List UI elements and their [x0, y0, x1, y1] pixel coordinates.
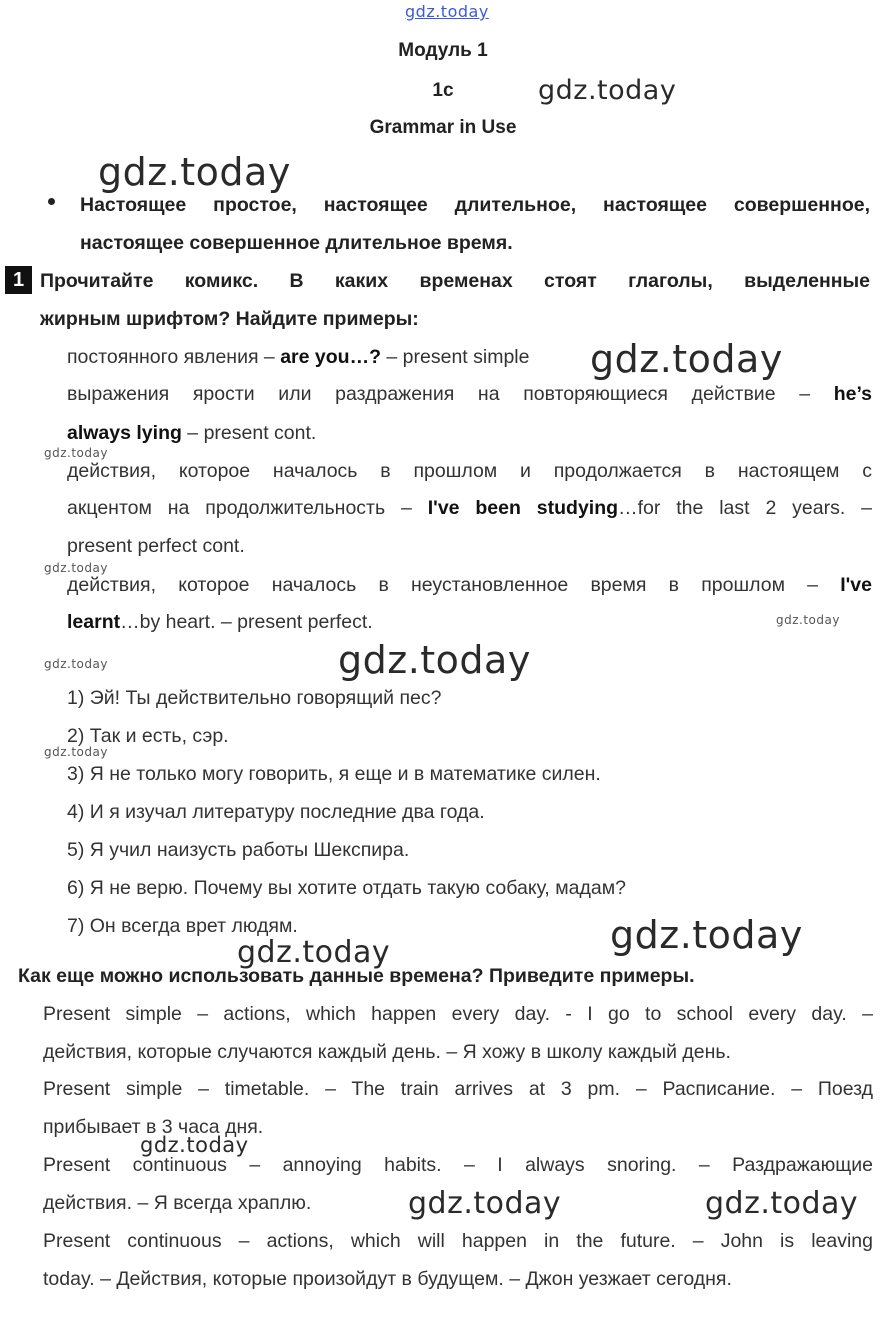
task-number-badge: 1	[5, 266, 32, 294]
watermark-4: gdz.today	[44, 561, 108, 575]
example-1: постоянного явления – are you…? – present simple	[67, 346, 530, 368]
section-title: Grammar in Use	[369, 117, 517, 138]
answer-4-line-1: Present continuous – actions, which will happen in the future. – John is leaving	[43, 1230, 873, 1252]
watermark-10: gdz.today	[237, 935, 391, 970]
watermark-9: gdz.today	[610, 913, 803, 957]
translation-line: 7) Он всегда врет людям.	[67, 915, 298, 937]
watermark-13: gdz.today	[705, 1186, 859, 1221]
watermark-12: gdz.today	[408, 1186, 562, 1221]
answer-2-line-1: Present simple – timetable. – The train arrives at 3 pm. – Расписание. – Поезд	[43, 1078, 873, 1100]
module-title: Модуль 1	[398, 40, 488, 61]
example-3-line-2: акцентом на продолжительность – I've been studying…for the last 2 years. –	[67, 497, 873, 519]
watermark-1: gdz.today	[98, 150, 291, 194]
lesson-number: 1c	[432, 80, 454, 101]
watermark-8: gdz.today	[44, 745, 108, 759]
answer-3-line-2: действия. – Я всегда храплю.	[43, 1192, 312, 1214]
watermark-2: gdz.today	[590, 337, 783, 381]
example-2-line-1: выражения ярости или раздражения на повторяющиеся действие – he’s	[67, 383, 872, 405]
answer-3-line-1: Present continuous – annoying habits. – I always snoring. – Раздражающие	[43, 1154, 873, 1176]
example-2-line-2: always lying – present cont.	[67, 422, 317, 444]
task-line-1: Прочитайте комикс. В каких временах стоят глаголы, выделенные	[40, 270, 870, 292]
bullet-line-1: Настоящее простое, настоящее длительное, настоящее совершенное,	[80, 194, 870, 216]
answer-1-line-1: Present simple – actions, which happen every day. - I go to school every day. –	[43, 1003, 873, 1025]
example-4-line-1: действия, которое началось в неустановленное время в прошлом – I've	[67, 574, 872, 596]
watermark-3: gdz.today	[44, 446, 108, 460]
watermark-5: gdz.today	[776, 613, 840, 627]
translation-line: 4) И я изучал литературу последние два года.	[67, 801, 485, 823]
watermark-top[interactable]: gdz.today	[405, 2, 489, 21]
translation-line: 6) Я не верю. Почему вы хотите отдать такую собаку, мадам?	[67, 877, 626, 899]
watermark-7: gdz.today	[338, 638, 531, 682]
watermark-6: gdz.today	[44, 657, 108, 671]
bullet-line-2: настоящее совершенное длительное время.	[80, 232, 513, 254]
task-line-2: жирным шрифтом? Найдите примеры:	[40, 308, 419, 330]
question-heading: Как еще можно использовать данные времена? Приведите примеры.	[18, 965, 695, 987]
translation-line: 5) Я учил наизусть работы Шекспира.	[67, 839, 410, 861]
translation-line: 2) Так и есть, сэр.	[67, 725, 229, 747]
translation-line: 1) Эй! Ты действительно говорящий пес?	[67, 687, 442, 709]
example-4-line-2: learnt…by heart. – present perfect.	[67, 611, 373, 633]
answer-1-line-2: действия, которые случаются каждый день. – Я хожу в школу каждый день.	[43, 1041, 731, 1063]
bullet-icon	[48, 198, 55, 205]
watermark-header: gdz.today	[538, 75, 677, 106]
answer-4-line-2: today. – Действия, которые произойдут в будущем. – Джон уезжает сегодня.	[43, 1268, 732, 1290]
example-3-line-1: действия, которое началось в прошлом и продолжается в настоящем с	[67, 460, 872, 482]
answer-2-line-2: прибывает в 3 часа дня.	[43, 1116, 264, 1138]
example-3-line-3: present perfect cont.	[67, 535, 245, 557]
translation-line: 3) Я не только могу говорить, я еще и в математике силен.	[67, 763, 601, 785]
watermark-11: gdz.today	[140, 1133, 249, 1157]
